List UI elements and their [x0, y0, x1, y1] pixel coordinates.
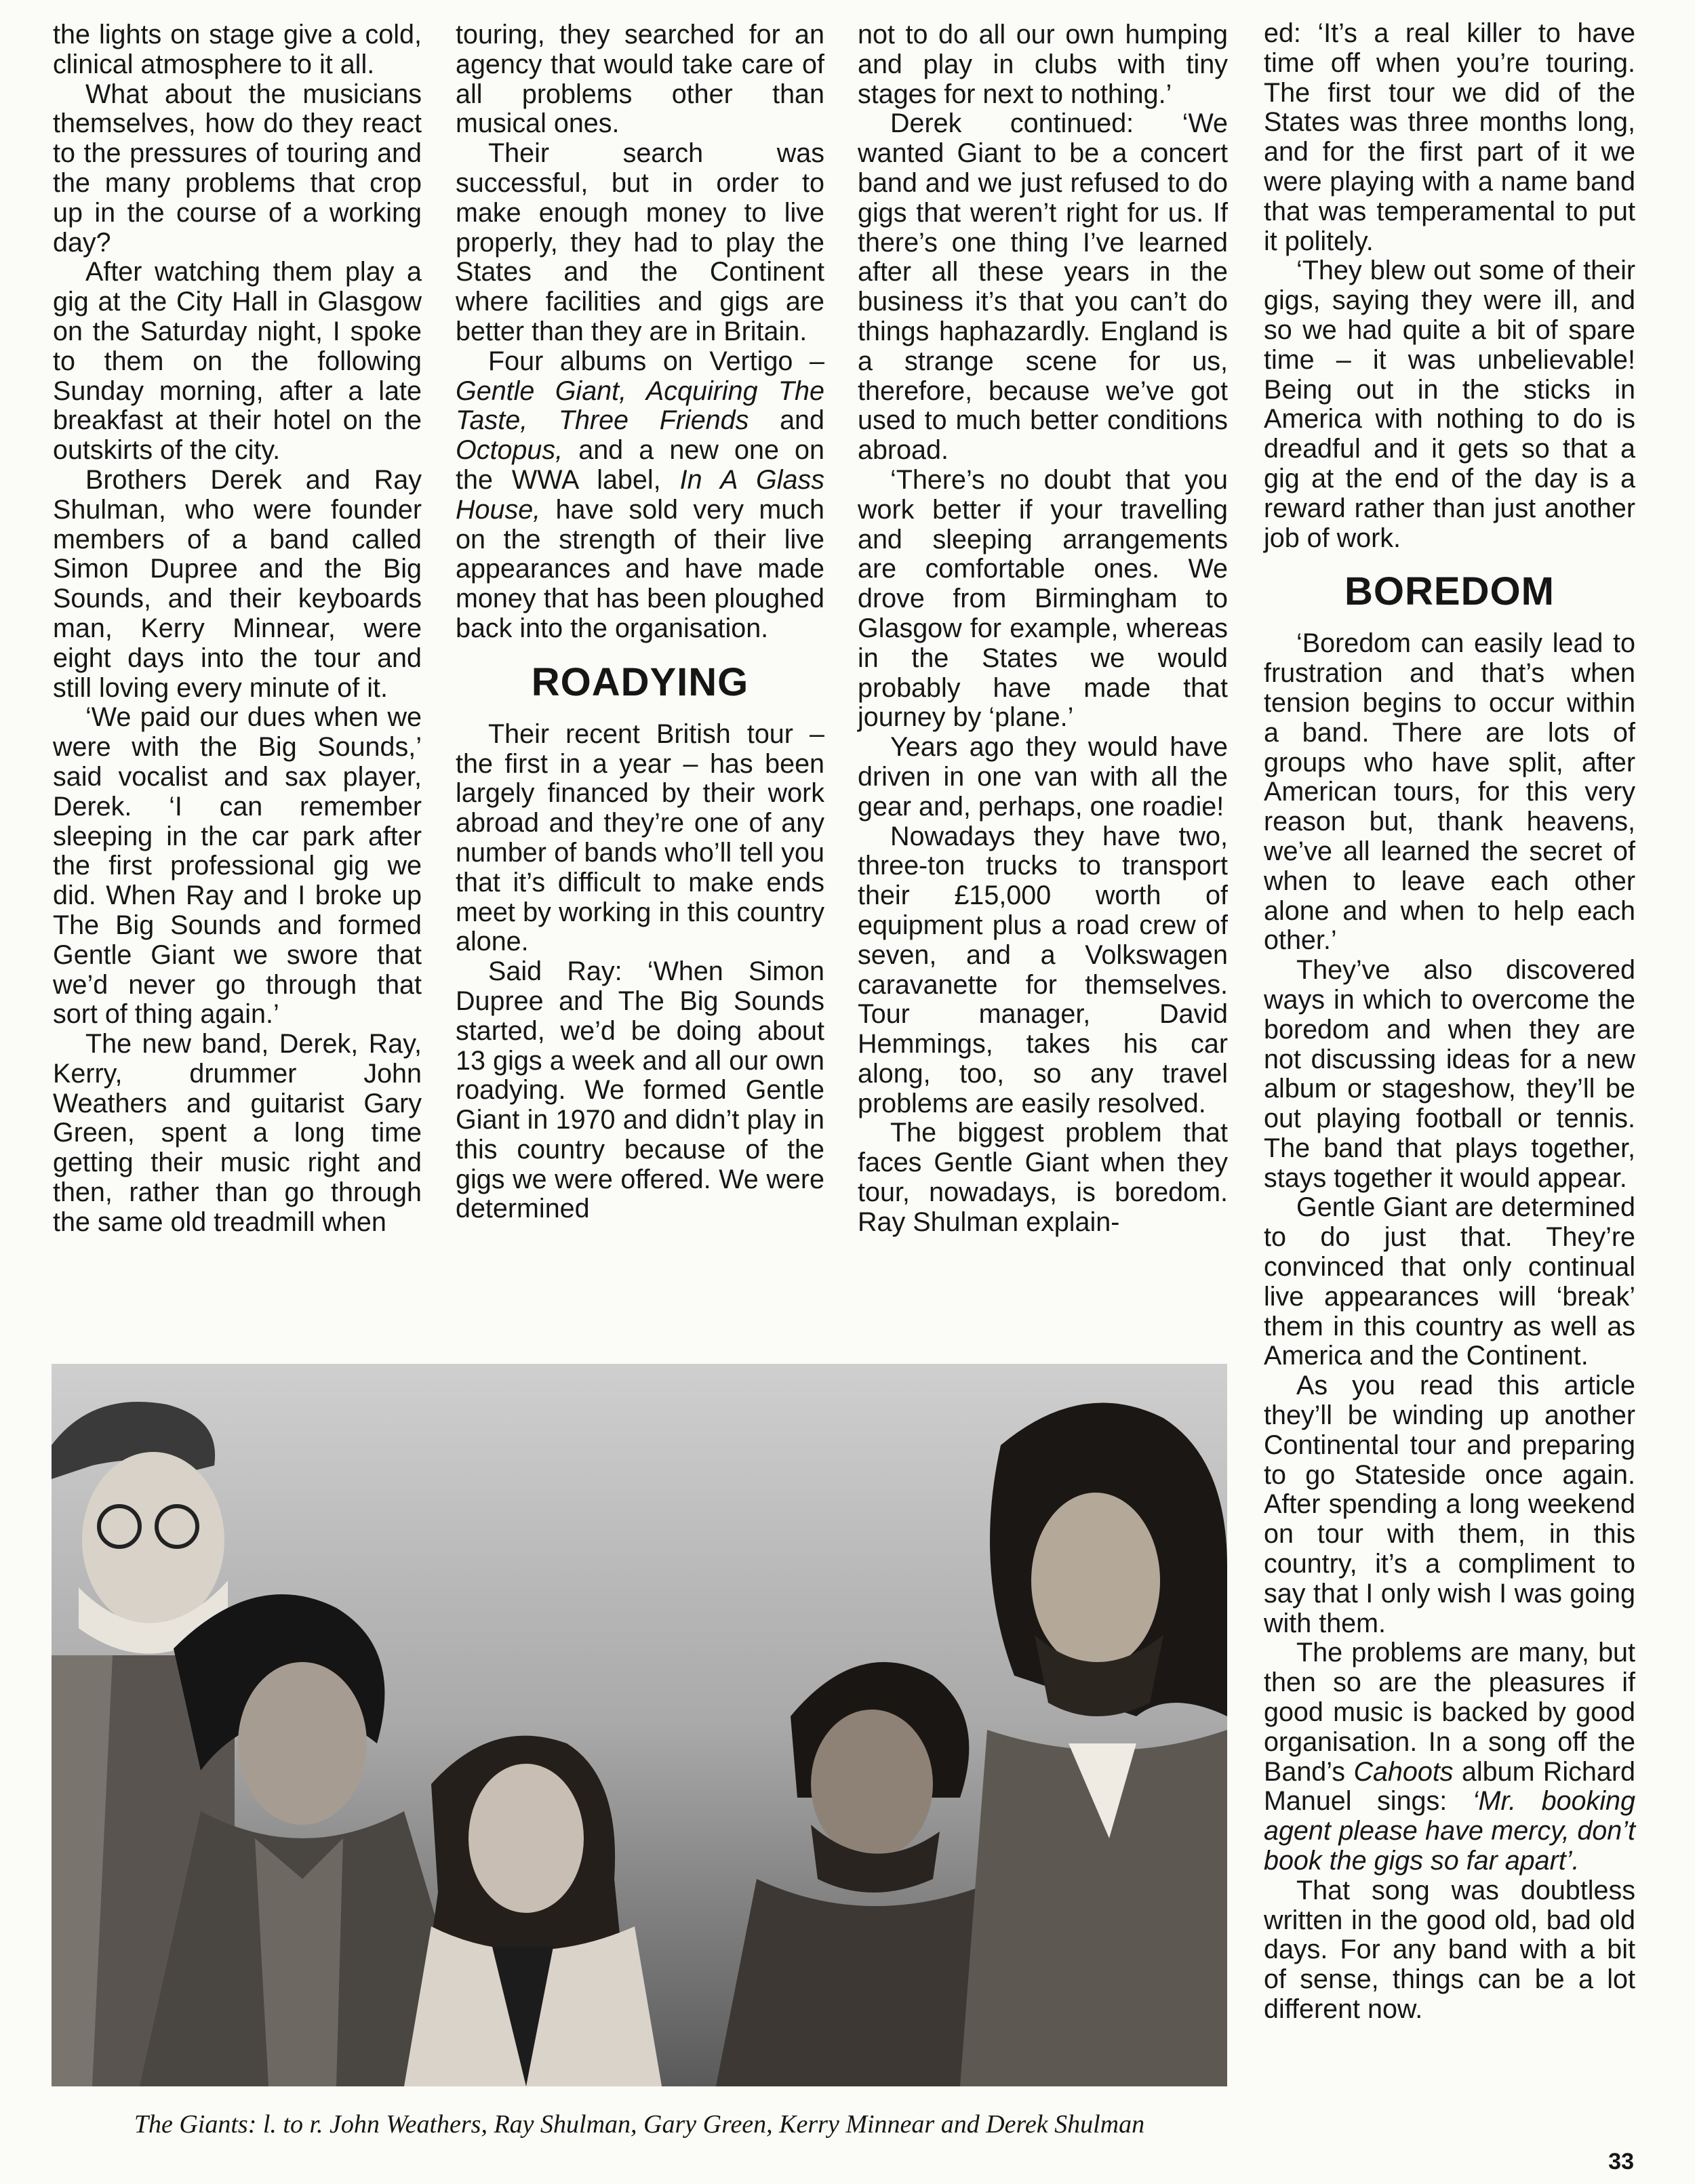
article-column-1: [53, 20, 422, 1238]
paragraph: Gentle Giant are determined to do just that. They’re convinced that only continual live appearances will ‘break’ them in this country as well as America and the Continent.: [1264, 1192, 1635, 1371]
figure-derek-shulman: [960, 1403, 1227, 2087]
page-number: 33: [1608, 2149, 1634, 2175]
paragraph: ‘There’s no doubt that you work better if your travelling and sleeping arrangements are comfortable ones. We drove from Birmingham to Glasgow for example, whereas in the States we would probably have made that journey by ‘plane.’: [858, 464, 1228, 733]
paragraph: After watching them play a gig at the City Hall in Glasgow on the Saturday night, I spoke to them on the following Sunday morning, after a late breakfast at their hotel on the outskirts of the city.: [53, 257, 422, 466]
album-title: Cahoots: [1353, 1756, 1454, 1787]
section-heading-roadying: ROADYING: [531, 660, 749, 704]
paragraph: Derek continued: ‘We wanted Giant to be a concert band and we just refused to do gigs that weren’t right for us. If there’s one thing I’ve learned after all these years in the business it’s that you can’t do things haphazardly. England is a strange scene for us, therefore, because we’ve got used to much better conditions abroad.: [858, 108, 1228, 466]
paragraph: The biggest problem that faces Gentle Giant when they tour, nowadays, is boredom. Ray Shulman explain-: [858, 1118, 1228, 1237]
paragraph: Nowadays they have two, three-ton trucks to transport their £15,000 worth of equipment plus a road crew of seven, and a Volkswagen caravanette for themselves. Tour manager, David Hemmings, takes his car along, too, so any travel problems are easily resolved.: [858, 821, 1228, 1118]
band-photo: [52, 1364, 1227, 2086]
paragraph: the lights on stage give a cold, clinical atmosphere to it all.: [53, 20, 422, 79]
paragraph: As you read this article they’ll be winding up another Continental tour and preparing to go Stateside once again. After spending a long weekend on tour with them, in this country, it’s a compliment to say that I only wish I was going with them.: [1264, 1371, 1635, 1638]
paragraph: ‘They blew out some of their gigs, saying they were ill, and so we had quite a bit of spare time – it was unbelievable! Being out in the sticks in America with nothing to do is dreadful and it gets so that a gig at the end of the day is a reward rather than just another job of work.: [1264, 256, 1635, 553]
article-column-2: [456, 20, 824, 1224]
article-column-4: [1264, 19, 1635, 2025]
text: have sold very much on the strength of their live appearances and have made money that has been ploughed back into the organisation.: [456, 494, 824, 643]
article-column-3: [858, 20, 1228, 1238]
text: and a new one on the WWA label,: [456, 435, 824, 495]
paragraph: Years ago they would have driven in one van with all the gear and, perhaps, one roadie!: [858, 732, 1228, 822]
paragraph: Their search was successful, but in order to make enough money to live properly, they had to play the States and the Continent where facilities and gigs are better than they are in Britain.: [456, 138, 824, 346]
paragraph: The new band, Derek, Ray, Kerry, drummer John Weathers and guitarist Gary Green, spent a long time getting their music right and then, rather than go through the same old treadmill when: [53, 1029, 422, 1237]
text: Four albums on Vertigo –: [488, 346, 824, 376]
paragraph: ed: ‘It’s a real killer to have time off when you’re touring. The first tour we did of the States was three months long, and for the first part of it we were playing with a name band that was temperamental to put it politely.: [1264, 18, 1635, 256]
text: and: [780, 405, 824, 436]
band-photo-illustration: [52, 1364, 1227, 2086]
paragraph: Brothers Derek and Ray Shulman, who were founder members of a band called Simon Dupree and the Big Sounds, and their keyboards man, Kerry Minnear, were eight days into the tour and still loving every minute of it.: [53, 464, 422, 703]
paragraph: Said Ray: ‘When Simon Dupree and The Big Sounds started, we’d be doing about 13 gigs a week and all our own roadying. We formed Gentle Giant in 1970 and didn’t play in this country because of the gigs we were offered. We were determined: [456, 956, 824, 1224]
text: The problems are many, but then so are the pleasures if good music is backed by good organisation. In a song off the Band’s: [1264, 1638, 1635, 1787]
paragraph: They’ve also discovered ways in which to overcome the boredom and when they are not discussing ideas for a new album or stageshow, they’ll be out playing football or tennis. The band that plays together, stays together it would appear.: [1264, 955, 1635, 1193]
paragraph-quote: [1264, 1638, 1635, 1876]
album-title: Octopus,: [456, 435, 563, 466]
paragraph: ‘We paid our dues when we were with the Big Sounds,’ said vocalist and sax player, Derek. ‘I can remember sleeping in the car park after the first professional gig we did. When Ray and I broke up The Big Sounds and formed Gentle Giant we swore that we’d never go through that sort of thing again.’: [53, 702, 422, 1030]
paragraph: touring, they searched for an agency that would take care of all problems other than musical ones.: [456, 20, 824, 139]
paragraph: ‘Boredom can easily lead to frustration and that’s when tension begins to occur within a band. There are lots of groups who have split, after American tours, for this very reason but, thank heavens, we’ve all learned the secret of when to leave each other alone and when to help each other.’: [1264, 628, 1635, 956]
paragraph: That song was doubtless written in the good old, bad old days. For any band with a bit of sense, things can be a lot different now.: [1264, 1875, 1635, 2024]
album-titles: Gentle Giant, Acquiring The Taste, Three Friends: [456, 376, 824, 436]
album-title: In A Glass House,: [456, 464, 824, 525]
paragraph: not to do all our own humping and play in clubs with tiny stages for next to nothing.’: [858, 20, 1228, 109]
paragraph-albums: [456, 347, 824, 644]
text: album Richard Manuel sings:: [1264, 1756, 1635, 1817]
paragraph: What about the musicians themselves, how do they react to the pressures of touring and the many problems that crop up in the course of a working day?: [53, 79, 422, 258]
paragraph: Their recent British tour – the first in a year – has been largely financed by their work abroad and they’re one of any number of bands who’ll tell you that it’s difficult to make ends meet by working in this country alone.: [456, 719, 824, 957]
song-quote: ‘Mr. booking agent please have mercy, don’t book the gigs so far apart’.: [1264, 1786, 1635, 1876]
photo-caption: The Giants: l. to r. John Weathers, Ray Shulman, Gary Green, Kerry Minnear and Derek Shulman: [134, 2110, 1145, 2139]
section-heading-boredom: BOREDOM: [1344, 569, 1555, 614]
